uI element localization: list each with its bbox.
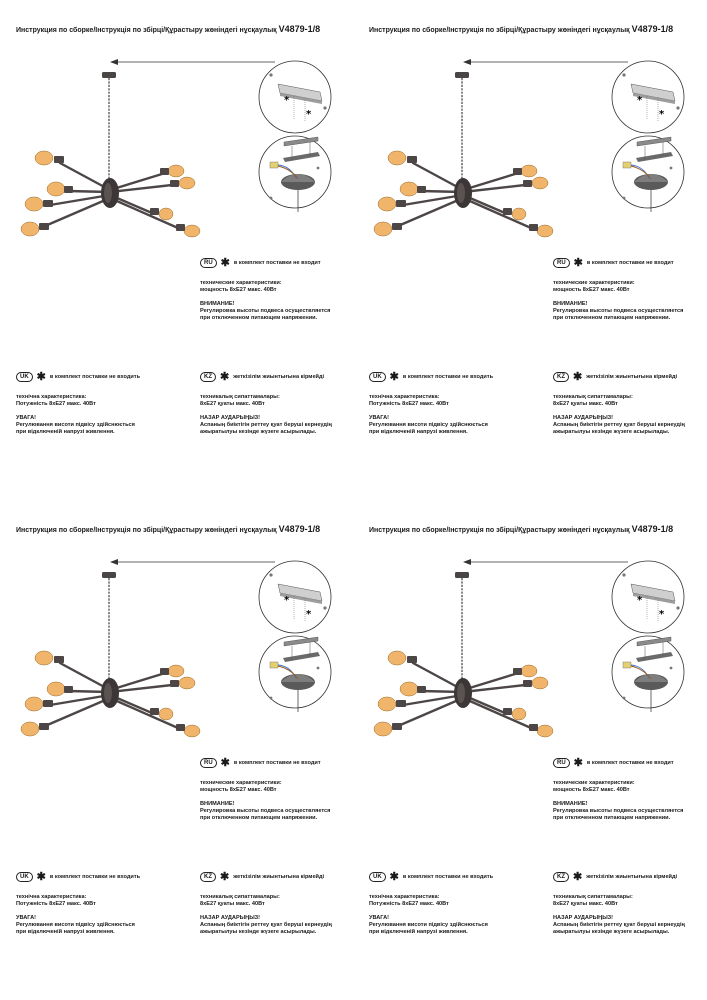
block-ru — [553, 758, 683, 822]
asterisk-icon: * — [659, 109, 665, 120]
warning-line: ажыратылуы кезінде жүзеге асырылады. — [200, 929, 317, 935]
warning-line: Регулювання висоти підвісу здійснюється — [16, 422, 135, 428]
asterisk-icon: ✱ — [220, 871, 230, 883]
instruction-panel — [353, 0, 706, 500]
specs-title: техникалық сипаттамалары: — [200, 394, 280, 400]
asterisk-icon: ✱ — [389, 871, 399, 883]
block-kz — [553, 372, 685, 436]
warning-title: УВАГА! — [369, 415, 390, 421]
specs-value: 8хЕ27 қуаты макс. 40Вт — [200, 901, 265, 907]
lang-badge-kz: KZ — [200, 872, 216, 882]
asterisk-icon: ✱ — [220, 257, 230, 269]
block-uk — [369, 372, 493, 436]
lang-badge-kz: KZ — [553, 872, 569, 882]
asterisk-note: в комплект поставки не входит — [233, 259, 321, 266]
warning-title: ВНИМАНИЕ! — [200, 301, 235, 307]
specs-title: техникалық сипаттамалары: — [553, 394, 633, 400]
callout-arrow-head — [463, 59, 471, 65]
asterisk-icon: * — [659, 609, 665, 620]
sheet-title: Инструкция по сборке/Інструкція по збірці/Құрастыру жөніндегі нұсқаулық V4879-1/8 — [369, 524, 674, 534]
warning-line: Регулювання висоти підвісу здійснюється — [369, 922, 488, 928]
warning-line: при відключеній напрузі живлення. — [369, 429, 468, 435]
specs-value: мощность 8хЕ27 макс. 40Вт — [553, 287, 630, 293]
warning-title: УВАГА! — [16, 415, 37, 421]
warning-line: Регулировка высоты подвеса осуществляется — [200, 808, 331, 814]
warning-title: УВАГА! — [369, 915, 390, 921]
asterisk-note: в комплект поставки не входит — [233, 759, 321, 766]
lang-badge-kz: KZ — [553, 372, 569, 382]
warning-line: Аспаның биіктігін реттеу қуат беруші кернеудің — [553, 922, 685, 928]
mounting-bracket-icon — [612, 561, 684, 633]
asterisk-icon: ✱ — [36, 371, 46, 383]
model-code: V4879-1/8 — [278, 24, 321, 34]
specs-value: мощность 8хЕ27 макс. 40Вт — [200, 287, 277, 293]
block-uk — [16, 872, 140, 936]
ceiling-cup-wiring-icon — [612, 636, 684, 712]
warning-line: Регулировка высоты подвеса осуществляется — [553, 308, 684, 314]
asterisk-note: в комплект поставки не входить — [49, 873, 141, 880]
specs-title: технічна характеристика: — [369, 394, 440, 400]
warning-line: при отключенном питающем напряжении. — [200, 315, 318, 321]
specs-title: технические характеристики: — [200, 780, 282, 786]
block-ru — [200, 758, 330, 822]
asterisk-icon: ✱ — [220, 371, 230, 383]
mounting-bracket-icon — [259, 61, 331, 133]
specs-title: технические характеристики: — [200, 280, 282, 286]
asterisk-icon: * — [306, 609, 312, 620]
warning-line: при отключенном питающем напряжении. — [553, 815, 671, 821]
warning-line: при відключеній напрузі живлення. — [369, 929, 468, 935]
specs-title: технічна характеристика: — [16, 894, 87, 900]
mounting-bracket-icon — [612, 61, 684, 133]
specs-title: техникалық сипаттамалары: — [553, 894, 633, 900]
specs-title: технічна характеристика: — [369, 894, 440, 900]
asterisk-icon: ✱ — [573, 371, 583, 383]
warning-title: НАЗАР АУДАРЫҢЫЗ! — [200, 915, 261, 921]
specs-title: технічна характеристика: — [16, 394, 87, 400]
lang-badge-ru: RU — [553, 258, 570, 268]
sheet-title: Инструкция по сборке/Інструкція по збірці/Құрастыру жөніндегі нұсқаулық V4879-1/8 — [16, 524, 321, 534]
callout-arrow-head — [110, 59, 118, 65]
asterisk-icon: ✱ — [220, 757, 230, 769]
specs-value: 8хЕ27 қуаты макс. 40Вт — [553, 401, 618, 407]
asterisk-note: жеткізілім жиынтығына кірмейді — [233, 373, 325, 380]
block-uk — [16, 372, 140, 436]
asterisk-icon: * — [284, 595, 290, 606]
lang-badge-ru: RU — [200, 758, 217, 768]
asterisk-icon: ✱ — [389, 371, 399, 383]
lang-badge-ru: RU — [200, 258, 217, 268]
asterisk-note: в комплект поставки не входит — [586, 259, 674, 266]
specs-title: технические характеристики: — [553, 280, 635, 286]
asterisk-note: в комплект поставки не входить — [402, 373, 494, 380]
block-kz — [200, 372, 332, 436]
lang-badge-uk: UK — [16, 372, 33, 382]
specs-value: Потужність 8хЕ27 макс. 40Вт — [16, 901, 96, 907]
asterisk-icon: * — [637, 95, 643, 106]
sheet-title: Инструкция по сборке/Інструкція по збірці/Құрастыру жөніндегі нұсқаулық V4879-1/8 — [16, 24, 321, 34]
warning-line: при отключенном питающем напряжении. — [200, 815, 318, 821]
warning-line: ажыратылуы кезінде жүзеге асырылады. — [200, 429, 317, 435]
pendant-chandelier-icon — [374, 572, 553, 737]
mounting-bracket-icon — [259, 561, 331, 633]
specs-title: технические характеристики: — [553, 780, 635, 786]
specs-title: техникалық сипаттамалары: — [200, 894, 280, 900]
asterisk-icon: ✱ — [36, 871, 46, 883]
asterisk-note: жеткізілім жиынтығына кірмейді — [586, 873, 678, 880]
warning-line: при отключенном питающем напряжении. — [553, 315, 671, 321]
asterisk-icon: * — [637, 595, 643, 606]
warning-line: Регулировка высоты подвеса осуществляется — [553, 808, 684, 814]
warning-line: при відключеній напрузі живлення. — [16, 929, 115, 935]
specs-value: Потужність 8хЕ27 макс. 40Вт — [369, 901, 449, 907]
callout-arrow-head — [110, 559, 118, 565]
asterisk-icon: ✱ — [573, 757, 583, 769]
block-uk — [369, 872, 493, 936]
asterisk-note: жеткізілім жиынтығына кірмейді — [586, 373, 678, 380]
warning-line: Регулировка высоты подвеса осуществляется — [200, 308, 331, 314]
block-kz — [553, 872, 685, 936]
pendant-chandelier-icon — [21, 572, 200, 737]
warning-line: при відключеній напрузі живлення. — [16, 429, 115, 435]
asterisk-icon: ✱ — [573, 871, 583, 883]
ceiling-cup-wiring-icon — [259, 136, 331, 212]
instruction-panel — [353, 500, 706, 1000]
specs-value: Потужність 8хЕ27 макс. 40Вт — [16, 401, 96, 407]
warning-line: Аспаның биіктігін реттеу қуат беруші кернеудің — [200, 922, 332, 928]
warning-line: Регулювання висоти підвісу здійснюється — [369, 422, 488, 428]
lang-badge-uk: UK — [369, 872, 386, 882]
warning-line: Аспаның биіктігін реттеу қуат беруші кернеудің — [200, 422, 332, 428]
warning-title: НАЗАР АУДАРЫҢЫЗ! — [553, 915, 614, 921]
block-ru — [553, 258, 683, 322]
warning-title: ВНИМАНИЕ! — [553, 301, 588, 307]
warning-line: Аспаның биіктігін реттеу қуат беруші кернеудің — [553, 422, 685, 428]
callout-arrow-head — [463, 559, 471, 565]
warning-line: ажыратылуы кезінде жүзеге асырылады. — [553, 429, 670, 435]
warning-title: НАЗАР АУДАРЫҢЫЗ! — [200, 415, 261, 421]
asterisk-icon: * — [306, 109, 312, 120]
warning-title: ВНИМАНИЕ! — [200, 801, 235, 807]
model-code: V4879-1/8 — [631, 24, 674, 34]
warning-title: НАЗАР АУДАРЫҢЫЗ! — [553, 415, 614, 421]
asterisk-icon: ✱ — [573, 257, 583, 269]
specs-value: Потужність 8хЕ27 макс. 40Вт — [369, 401, 449, 407]
model-code: V4879-1/8 — [278, 524, 321, 534]
pendant-chandelier-icon — [21, 72, 200, 237]
ceiling-cup-wiring-icon — [259, 636, 331, 712]
warning-line: Регулювання висоти підвісу здійснюється — [16, 922, 135, 928]
specs-value: мощность 8хЕ27 макс. 40Вт — [553, 787, 630, 793]
ceiling-cup-wiring-icon — [612, 136, 684, 212]
warning-line: ажыратылуы кезінде жүзеге асырылады. — [553, 929, 670, 935]
specs-value: 8хЕ27 қуаты макс. 40Вт — [553, 901, 618, 907]
instruction-panel — [0, 0, 353, 500]
lang-badge-kz: KZ — [200, 372, 216, 382]
warning-title: ВНИМАНИЕ! — [553, 801, 588, 807]
lang-badge-uk: UK — [369, 372, 386, 382]
specs-value: 8хЕ27 қуаты макс. 40Вт — [200, 401, 265, 407]
specs-value: мощность 8хЕ27 макс. 40Вт — [200, 787, 277, 793]
block-ru — [200, 258, 330, 322]
asterisk-note: в комплект поставки не входить — [49, 373, 141, 380]
asterisk-note: в комплект поставки не входит — [586, 759, 674, 766]
asterisk-note: жеткізілім жиынтығына кірмейді — [233, 873, 325, 880]
lang-badge-uk: UK — [16, 872, 33, 882]
instruction-panel — [0, 500, 353, 1000]
lang-badge-ru: RU — [553, 758, 570, 768]
asterisk-icon: * — [284, 95, 290, 106]
asterisk-note: в комплект поставки не входить — [402, 873, 494, 880]
sheet-title: Инструкция по сборке/Інструкція по збірці/Құрастыру жөніндегі нұсқаулық V4879-1/8 — [369, 24, 674, 34]
pendant-chandelier-icon — [374, 72, 553, 237]
warning-title: УВАГА! — [16, 915, 37, 921]
block-kz — [200, 872, 332, 936]
model-code: V4879-1/8 — [631, 524, 674, 534]
